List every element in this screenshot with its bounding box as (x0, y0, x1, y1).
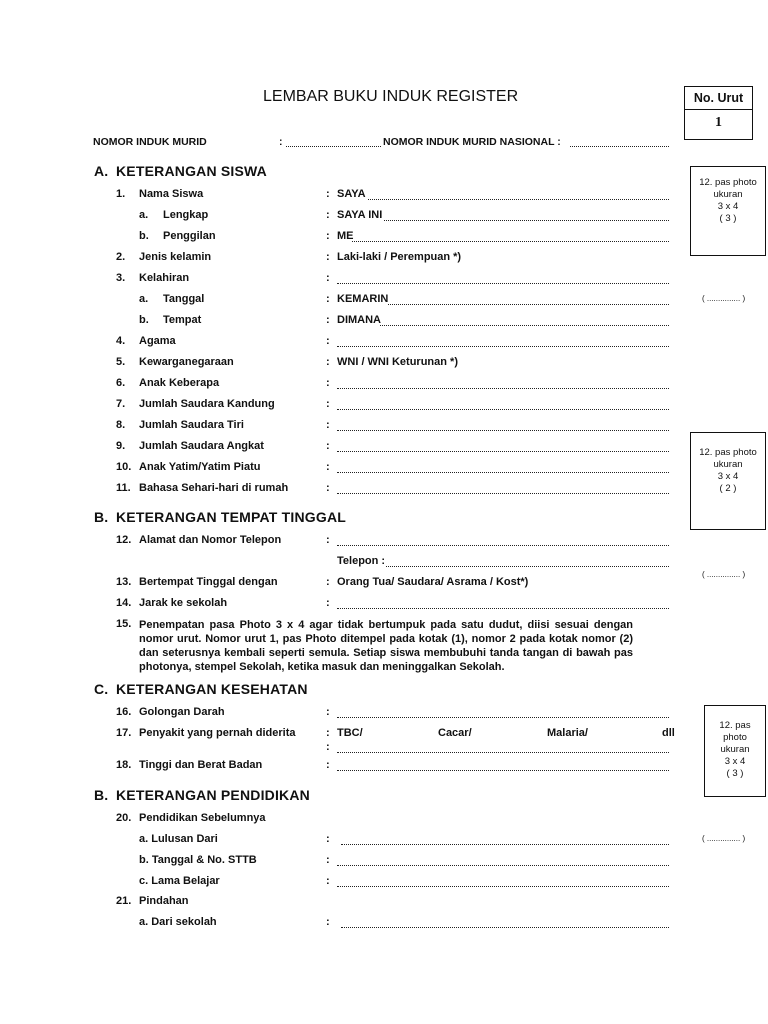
label-anak-keberapa: Anak Keberapa (139, 377, 220, 389)
saudara-angkat-field[interactable] (337, 451, 669, 452)
label-tanggal-sttb: b. Tanggal & No. STTB (139, 854, 257, 866)
colon: : (326, 230, 330, 242)
colon: : (326, 482, 330, 494)
photo-box-text: ( 3 ) (719, 213, 737, 224)
value-lengkap: SAYA INI (337, 209, 383, 221)
row-num: 12. (116, 534, 132, 546)
no-urut-value: 1 (715, 115, 722, 130)
label-pendidikan-sebelumnya: Pendidikan Sebelumnya (139, 812, 266, 824)
colon: : (326, 419, 330, 431)
colon: : (326, 377, 330, 389)
value-panggilan: ME (337, 230, 354, 242)
value-nama-siswa: SAYA (337, 188, 366, 200)
colon: : (326, 188, 330, 200)
colon: : (326, 916, 330, 928)
photo-box-text: 12. pas photo (699, 177, 757, 188)
photo-box-2 (690, 432, 766, 530)
section-c-letter: C. (94, 681, 109, 697)
section-b-title: KETERANGAN TEMPAT TINGGAL (116, 509, 347, 525)
label-golongan-darah: Golongan Darah (139, 706, 225, 718)
label-saudara-kandung: Jumlah Saudara Kandung (139, 398, 275, 410)
dari-sekolah-field[interactable] (341, 927, 669, 928)
value-tanggal: KEMARIN (337, 293, 389, 305)
colon: : (326, 576, 330, 588)
label-bahasa: Bahasa Sehari-hari di rumah (139, 482, 289, 494)
photo-box-text: ( 3 ) (726, 768, 744, 779)
photo-box-text: ukuran (713, 189, 743, 200)
panggilan-field[interactable] (352, 241, 669, 242)
colon: : (326, 833, 330, 845)
label-lulusan-dari: a. Lulusan Dari (139, 833, 218, 845)
jarak-field[interactable] (337, 608, 669, 609)
row-num: 2. (116, 251, 126, 263)
row-num: 21. (116, 895, 132, 907)
colon: : (326, 209, 330, 221)
value-bertempat: Orang Tua/ Saudara/ Asrama / Kost*) (337, 576, 529, 588)
tempat-field[interactable] (380, 325, 669, 326)
lama-belajar-field[interactable] (337, 886, 669, 887)
row-num: 14. (116, 597, 132, 609)
lulusan-dari-field[interactable] (341, 844, 669, 845)
section-d-letter: B. (94, 787, 109, 803)
label-agama: Agama (139, 335, 176, 347)
label-lengkap: Lengkap (163, 209, 209, 221)
label-kelahiran: Kelahiran (139, 272, 190, 284)
yatim-field[interactable] (337, 472, 669, 473)
section-b-letter: B. (94, 509, 109, 525)
photo-signature-3: ( ............... ) (702, 834, 746, 843)
option-cacar[interactable]: Cacar/ (438, 727, 472, 739)
photo-signature-1: ( ............... ) (702, 294, 746, 303)
label-tinggi-berat: Tinggi dan Berat Badan (139, 759, 263, 771)
no-urut-box (684, 86, 753, 140)
row-num: 5. (116, 356, 126, 368)
lengkap-field[interactable] (384, 220, 669, 221)
colon: : (326, 875, 330, 887)
row-num: 1. (116, 188, 126, 200)
row-num: b. (139, 314, 149, 326)
colon: : (326, 461, 330, 473)
colon: : (326, 706, 330, 718)
photo-box-text: 3 x 4 (717, 201, 739, 212)
golongan-darah-field[interactable] (337, 717, 669, 718)
label-dari-sekolah: a. Dari sekolah (139, 916, 217, 928)
colon: : (326, 398, 330, 410)
colon: : (326, 854, 330, 866)
nim-field[interactable] (286, 146, 381, 147)
photo-box-text: ( 2 ) (719, 483, 737, 494)
saudara-tiri-field[interactable] (337, 430, 669, 431)
colon: : (326, 759, 330, 771)
label-saudara-tiri: Jumlah Saudara Tiri (139, 419, 244, 431)
photo-box-text: 3 x 4 (724, 756, 746, 767)
alamat-field[interactable] (337, 545, 669, 546)
row-num: a. (139, 293, 149, 305)
colon: : (326, 741, 330, 753)
photo-box-text: photo (723, 732, 747, 743)
colon: : (326, 272, 330, 284)
label-yatim: Anak Yatim/Yatim Piatu (139, 461, 261, 473)
tanggal-field[interactable] (388, 304, 669, 305)
photo-box-text: 12. pas (719, 720, 751, 731)
photo-box-text: ukuran (720, 744, 750, 755)
colon: : (326, 335, 330, 347)
label-telepon: Telepon : (337, 555, 386, 567)
row-num: 15. (116, 618, 132, 630)
row-num: 3. (116, 272, 126, 284)
photo-box-text: ukuran (713, 459, 743, 470)
row-num: 18. (116, 759, 132, 771)
value-jenis-kelamin: Laki-laki / Perempuan *) (337, 251, 462, 263)
option-tbc[interactable]: TBC/ (337, 727, 363, 739)
photo-box-1 (690, 166, 766, 256)
photo-box-3 (704, 705, 766, 797)
row-num: 10. (116, 461, 132, 473)
row-num: b. (139, 230, 149, 242)
row-num: 4. (116, 335, 126, 347)
value-tempat: DIMANA (337, 314, 381, 326)
nim-colon: : (279, 136, 283, 148)
photo-box-text: 12. pas photo (699, 447, 757, 458)
label-panggilan: Penggilan (163, 230, 216, 242)
nisn-field[interactable] (570, 146, 669, 147)
label-bertempat: Bertempat Tinggal dengan (139, 576, 278, 588)
label-tanggal: Tanggal (163, 293, 205, 305)
saudara-kandung-field[interactable] (337, 409, 669, 410)
row-num: 6. (116, 377, 126, 389)
label-penyakit: Penyakit yang pernah diderita (139, 727, 296, 739)
photo-signature-2: ( ............... ) (702, 570, 746, 579)
telepon-field[interactable] (386, 566, 669, 567)
anak-keberapa-field[interactable] (337, 388, 669, 389)
tinggi-berat-field[interactable] (337, 770, 669, 771)
row-num: 7. (116, 398, 126, 410)
nim-label: NOMOR INDUK MURID (93, 136, 207, 148)
row-num: a. (139, 209, 149, 221)
value-kewarganegaraan: WNI / WNI Keturunan *) (337, 356, 458, 368)
label-alamat: Alamat dan Nomor Telepon (139, 534, 282, 546)
label-jenis-kelamin: Jenis kelamin (139, 251, 212, 263)
label-saudara-angkat: Jumlah Saudara Angkat (139, 440, 264, 452)
colon: : (326, 314, 330, 326)
colon: : (326, 440, 330, 452)
penyakit-field[interactable] (337, 752, 669, 753)
colon: : (326, 597, 330, 609)
row-num: 13. (116, 576, 132, 588)
page-title: LEMBAR BUKU INDUK REGISTER (263, 88, 519, 105)
photo-box-text: 3 x 4 (717, 471, 739, 482)
tanggal-sttb-field[interactable] (337, 865, 669, 866)
colon: : (326, 356, 330, 368)
option-malaria[interactable]: Malaria/ (547, 727, 588, 739)
row-num: 17. (116, 727, 132, 739)
row-num: 20. (116, 812, 132, 824)
section-c-title: KETERANGAN KESEHATAN (116, 681, 308, 697)
row-num: 9. (116, 440, 126, 452)
label-tempat: Tempat (163, 314, 202, 326)
label-jarak: Jarak ke sekolah (139, 597, 228, 609)
colon: : (326, 251, 330, 263)
section-a-letter: A. (94, 163, 109, 179)
nama-siswa-field[interactable] (368, 199, 669, 200)
row-num: 11. (116, 482, 131, 494)
photo-instructions: Penempatan pasa Photo 3 x 4 agar tidak bertumpuk pada satu dudut, diisi sesuai dengan nomor urut. Nomor urut 1, pas Photo ditempel pada kotak (1), nomor 2 pada kotak nomor (2) dan seterusnya kembali seperti semula. Setiap siswa membubuhi tanda tangan di bawah pas photonya, stempel Sekolah, ketika masuk dan meninggalkan Sekolah. (139, 619, 633, 673)
section-a-title: KETERANGAN SISWA (116, 163, 267, 179)
row-num: 8. (116, 419, 126, 431)
no-urut-label: No. Urut (685, 87, 752, 110)
colon: : (326, 534, 330, 546)
row-num: 16. (116, 706, 132, 718)
label-kewarganegaraan: Kewarganegaraan (139, 356, 234, 368)
colon: : (326, 727, 330, 739)
label-nama-siswa: Nama Siswa (139, 188, 204, 200)
agama-field[interactable] (337, 346, 669, 347)
nisn-label: NOMOR INDUK MURID NASIONAL : (383, 136, 561, 148)
label-pindahan: Pindahan (139, 895, 189, 907)
section-d-title: KETERANGAN PENDIDIKAN (116, 787, 310, 803)
label-lama-belajar: c. Lama Belajar (139, 875, 220, 887)
bahasa-field[interactable] (337, 493, 669, 494)
colon: : (326, 293, 330, 305)
option-dll[interactable]: dll (662, 727, 675, 739)
kelahiran-field[interactable] (337, 283, 669, 284)
